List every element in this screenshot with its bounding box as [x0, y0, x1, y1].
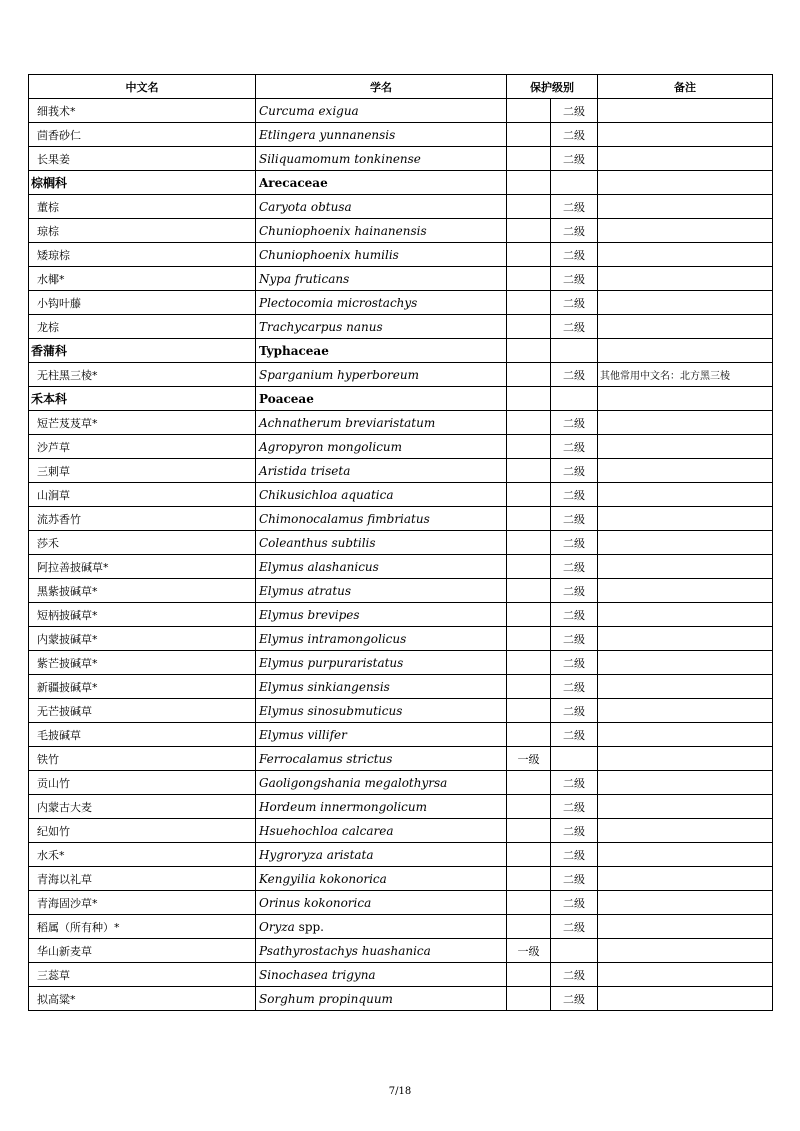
level-two-cell: 二级 — [551, 699, 598, 723]
level-one-cell — [507, 483, 551, 507]
scientific-name-cell: Sparganium hyperboreum — [256, 363, 507, 387]
level-one-cell — [507, 627, 551, 651]
table-row — [29, 843, 773, 867]
level-one-cell — [507, 243, 551, 267]
header-scientific-name: 学名 — [256, 75, 507, 99]
remarks-cell — [598, 891, 773, 915]
scientific-name-cell: Agropyron mongolicum — [256, 435, 507, 459]
level-two-cell: 二级 — [551, 507, 598, 531]
chinese-name-cell: 水禾* — [29, 843, 256, 867]
level-one-cell — [507, 291, 551, 315]
remarks-cell — [598, 411, 773, 435]
remarks-cell — [598, 243, 773, 267]
level-two-cell — [551, 747, 598, 771]
level-two-cell — [551, 339, 598, 363]
remarks-cell — [598, 579, 773, 603]
remarks-cell — [598, 99, 773, 123]
level-two-cell: 二级 — [551, 267, 598, 291]
remarks-cell — [598, 603, 773, 627]
remarks-cell — [598, 963, 773, 987]
scientific-name-cell: Elymus sinkiangensis — [256, 675, 507, 699]
chinese-name-cell: 棕榈科 — [29, 171, 256, 195]
level-one-cell — [507, 459, 551, 483]
level-two-cell: 二级 — [551, 555, 598, 579]
table-row — [29, 771, 773, 795]
level-two-cell: 二级 — [551, 459, 598, 483]
level-two-cell: 二级 — [551, 435, 598, 459]
scientific-name-cell: Coleanthus subtilis — [256, 531, 507, 555]
chinese-name-cell: 紫芒披碱草* — [29, 651, 256, 675]
header-row — [29, 75, 773, 99]
scientific-name-cell: Chikusichloa aquatica — [256, 483, 507, 507]
level-two-cell: 二级 — [551, 843, 598, 867]
chinese-name-cell: 内蒙披碱草* — [29, 627, 256, 651]
scientific-name-cell: Kengyilia kokonorica — [256, 867, 507, 891]
chinese-name-cell: 纪如竹 — [29, 819, 256, 843]
chinese-name-cell: 内蒙古大麦 — [29, 795, 256, 819]
remarks-cell — [598, 675, 773, 699]
chinese-name-cell: 琼棕 — [29, 219, 256, 243]
table-row — [29, 555, 773, 579]
level-one-cell — [507, 603, 551, 627]
level-one-cell — [507, 963, 551, 987]
level-two-cell: 二级 — [551, 579, 598, 603]
chinese-name-cell: 阿拉善披碱草* — [29, 555, 256, 579]
chinese-name-cell: 拟高粱* — [29, 987, 256, 1011]
table-row — [29, 939, 773, 963]
remarks-cell — [598, 651, 773, 675]
remarks-cell — [598, 795, 773, 819]
level-one-cell — [507, 147, 551, 171]
remarks-cell — [598, 219, 773, 243]
level-two-cell: 二级 — [551, 123, 598, 147]
table-row — [29, 915, 773, 939]
level-two-cell: 二级 — [551, 195, 598, 219]
chinese-name-cell: 三蕊草 — [29, 963, 256, 987]
level-two-cell: 二级 — [551, 531, 598, 555]
table-row — [29, 195, 773, 219]
level-one-cell — [507, 315, 551, 339]
scientific-name-cell: Gaoligongshania megalothyrsa — [256, 771, 507, 795]
chinese-name-cell: 禾本科 — [29, 387, 256, 411]
chinese-name-cell: 沙芦草 — [29, 435, 256, 459]
level-one-cell — [507, 675, 551, 699]
table-row — [29, 291, 773, 315]
remarks-cell — [598, 195, 773, 219]
level-one-cell — [507, 363, 551, 387]
level-one-cell — [507, 531, 551, 555]
scientific-name-cell: Curcuma exigua — [256, 99, 507, 123]
chinese-name-cell: 无柱黑三棱* — [29, 363, 256, 387]
scientific-name-cell: Caryota obtusa — [256, 195, 507, 219]
level-two-cell: 二级 — [551, 99, 598, 123]
scientific-name-cell: Chuniophoenix humilis — [256, 243, 507, 267]
level-one-cell — [507, 795, 551, 819]
table-row — [29, 603, 773, 627]
family-row — [29, 339, 773, 363]
level-two-cell: 二级 — [551, 363, 598, 387]
level-one-cell — [507, 771, 551, 795]
remarks-cell — [598, 507, 773, 531]
chinese-name-cell: 流苏香竹 — [29, 507, 256, 531]
level-one-cell — [507, 411, 551, 435]
chinese-name-cell: 小钩叶藤 — [29, 291, 256, 315]
header-protection-level: 保护级别 — [507, 75, 598, 99]
level-two-cell: 二级 — [551, 819, 598, 843]
table-row — [29, 675, 773, 699]
table-row — [29, 795, 773, 819]
scientific-name-cell: Elymus atratus — [256, 579, 507, 603]
table-row — [29, 315, 773, 339]
table-row — [29, 747, 773, 771]
table-row — [29, 459, 773, 483]
page-number: 7/18 — [388, 1086, 412, 1097]
scientific-name-cell: Elymus sinosubmuticus — [256, 699, 507, 723]
scientific-name-cell: Elymus alashanicus — [256, 555, 507, 579]
species-table — [28, 74, 773, 1011]
remarks-cell — [598, 531, 773, 555]
remarks-cell — [598, 747, 773, 771]
level-one-cell — [507, 819, 551, 843]
level-two-cell: 二级 — [551, 411, 598, 435]
chinese-name-cell: 新疆披碱草* — [29, 675, 256, 699]
table-row — [29, 435, 773, 459]
remarks-cell — [598, 723, 773, 747]
level-one-cell — [507, 987, 551, 1011]
remarks-cell — [598, 555, 773, 579]
scientific-name-cell: Elymus purpuraristatus — [256, 651, 507, 675]
level-two-cell: 二级 — [551, 315, 598, 339]
level-two-cell: 二级 — [551, 987, 598, 1011]
scientific-name-cell: Psathyrostachys huashanica — [256, 939, 507, 963]
chinese-name-cell: 龙棕 — [29, 315, 256, 339]
family-row — [29, 387, 773, 411]
level-one-cell — [507, 723, 551, 747]
chinese-name-cell: 水椰* — [29, 267, 256, 291]
level-one-cell — [507, 195, 551, 219]
chinese-name-cell: 长果姜 — [29, 147, 256, 171]
table-row — [29, 219, 773, 243]
scientific-name-cell: Siliquamomum tonkinense — [256, 147, 507, 171]
level-two-cell: 二级 — [551, 147, 598, 171]
remarks-cell — [598, 819, 773, 843]
table-body — [29, 99, 773, 1011]
table-row — [29, 411, 773, 435]
scientific-name-cell: Achnatherum breviaristatum — [256, 411, 507, 435]
level-one-cell — [507, 267, 551, 291]
level-one-cell — [507, 651, 551, 675]
remarks-cell — [598, 315, 773, 339]
level-one-cell — [507, 507, 551, 531]
level-two-cell: 二级 — [551, 771, 598, 795]
remarks-cell — [598, 987, 773, 1011]
level-two-cell: 二级 — [551, 723, 598, 747]
scientific-name-cell: Trachycarpus nanus — [256, 315, 507, 339]
scientific-name-cell: Sorghum propinquum — [256, 987, 507, 1011]
chinese-name-cell: 稻属（所有种）* — [29, 915, 256, 939]
header-chinese-name: 中文名 — [29, 75, 256, 99]
level-two-cell: 二级 — [551, 891, 598, 915]
scientific-name-suffix: spp. — [294, 919, 324, 934]
scientific-name-cell: Ferrocalamus strictus — [256, 747, 507, 771]
remarks-cell — [598, 627, 773, 651]
level-one-cell — [507, 891, 551, 915]
table-row — [29, 723, 773, 747]
level-two-cell: 二级 — [551, 627, 598, 651]
scientific-name-cell: Aristida triseta — [256, 459, 507, 483]
remarks-cell — [598, 291, 773, 315]
level-two-cell — [551, 387, 598, 411]
table-row — [29, 99, 773, 123]
remarks-cell — [598, 915, 773, 939]
table-row — [29, 483, 773, 507]
level-one-cell: 一级 — [507, 939, 551, 963]
level-one-cell — [507, 171, 551, 195]
table-row — [29, 987, 773, 1011]
chinese-name-cell: 毛披碱草 — [29, 723, 256, 747]
level-one-cell — [507, 123, 551, 147]
family-row — [29, 171, 773, 195]
level-two-cell: 二级 — [551, 675, 598, 699]
table-row — [29, 627, 773, 651]
table-row — [29, 363, 773, 387]
header-remarks: 备注 — [598, 75, 773, 99]
level-two-cell: 二级 — [551, 795, 598, 819]
scientific-name-cell: Chimonocalamus fimbriatus — [256, 507, 507, 531]
scientific-name-cell: Typhaceae — [256, 339, 507, 363]
remarks-cell — [598, 171, 773, 195]
level-one-cell — [507, 555, 551, 579]
scientific-name-cell: Poaceae — [256, 387, 507, 411]
chinese-name-cell: 董棕 — [29, 195, 256, 219]
scientific-name-cell: Elymus villifer — [256, 723, 507, 747]
scientific-name-cell: Oryza spp. — [256, 915, 507, 939]
chinese-name-cell: 铁竹 — [29, 747, 256, 771]
level-one-cell: 一级 — [507, 747, 551, 771]
level-two-cell: 二级 — [551, 651, 598, 675]
chinese-name-cell: 青海以礼草 — [29, 867, 256, 891]
table-row — [29, 507, 773, 531]
chinese-name-cell: 黑紫披碱草* — [29, 579, 256, 603]
remarks-cell — [598, 939, 773, 963]
chinese-name-cell: 山涧草 — [29, 483, 256, 507]
table-row — [29, 867, 773, 891]
table-row — [29, 963, 773, 987]
chinese-name-cell: 细莪术* — [29, 99, 256, 123]
scientific-name-cell: Hsuehochloa calcarea — [256, 819, 507, 843]
level-two-cell: 二级 — [551, 291, 598, 315]
table-row — [29, 699, 773, 723]
remarks-cell: 其他常用中文名：北方黑三棱 — [598, 363, 773, 387]
table-row — [29, 243, 773, 267]
scientific-name-cell: Hygroryza aristata — [256, 843, 507, 867]
remarks-cell — [598, 483, 773, 507]
chinese-name-cell: 矮琼棕 — [29, 243, 256, 267]
level-two-cell: 二级 — [551, 603, 598, 627]
level-two-cell: 二级 — [551, 915, 598, 939]
table-row — [29, 123, 773, 147]
level-two-cell: 二级 — [551, 219, 598, 243]
scientific-name-cell: Elymus intramongolicus — [256, 627, 507, 651]
scientific-name-cell: Arecaceae — [256, 171, 507, 195]
level-one-cell — [507, 219, 551, 243]
level-one-cell — [507, 435, 551, 459]
level-two-cell: 二级 — [551, 963, 598, 987]
level-one-cell — [507, 339, 551, 363]
chinese-name-cell: 三刺草 — [29, 459, 256, 483]
chinese-name-cell: 短芒芨芨草* — [29, 411, 256, 435]
remarks-cell — [598, 459, 773, 483]
chinese-name-cell: 华山新麦草 — [29, 939, 256, 963]
scientific-name-cell: Hordeum innermongolicum — [256, 795, 507, 819]
level-one-cell — [507, 915, 551, 939]
remarks-cell — [598, 147, 773, 171]
scientific-name-cell: Sinochasea trigyna — [256, 963, 507, 987]
remarks-cell — [598, 771, 773, 795]
chinese-name-cell: 青海固沙草* — [29, 891, 256, 915]
remarks-cell — [598, 843, 773, 867]
scientific-name-cell: Plectocomia microstachys — [256, 291, 507, 315]
scientific-name-cell: Elymus brevipes — [256, 603, 507, 627]
level-one-cell — [507, 579, 551, 603]
remarks-cell — [598, 123, 773, 147]
chinese-name-cell: 香蒲科 — [29, 339, 256, 363]
level-one-cell — [507, 699, 551, 723]
scientific-name-cell: Orinus kokonorica — [256, 891, 507, 915]
chinese-name-cell: 茴香砂仁 — [29, 123, 256, 147]
scientific-name-cell: Chuniophoenix hainanensis — [256, 219, 507, 243]
table-row — [29, 531, 773, 555]
table-row — [29, 651, 773, 675]
level-two-cell: 二级 — [551, 867, 598, 891]
table-row — [29, 579, 773, 603]
remarks-cell — [598, 339, 773, 363]
chinese-name-cell: 贡山竹 — [29, 771, 256, 795]
remarks-cell — [598, 387, 773, 411]
level-one-cell — [507, 843, 551, 867]
level-one-cell — [507, 99, 551, 123]
table-row — [29, 147, 773, 171]
level-two-cell: 二级 — [551, 483, 598, 507]
level-two-cell — [551, 171, 598, 195]
level-two-cell — [551, 939, 598, 963]
chinese-name-cell: 短柄披碱草* — [29, 603, 256, 627]
level-one-cell — [507, 387, 551, 411]
table-row — [29, 819, 773, 843]
table-row — [29, 267, 773, 291]
scientific-name-cell: Etlingera yunnanensis — [256, 123, 507, 147]
remarks-cell — [598, 867, 773, 891]
scientific-name-cell: Nypa fruticans — [256, 267, 507, 291]
chinese-name-cell: 莎禾 — [29, 531, 256, 555]
remarks-cell — [598, 267, 773, 291]
chinese-name-cell: 无芒披碱草 — [29, 699, 256, 723]
level-two-cell: 二级 — [551, 243, 598, 267]
level-one-cell — [507, 867, 551, 891]
remarks-cell — [598, 699, 773, 723]
table-row — [29, 891, 773, 915]
remarks-cell — [598, 435, 773, 459]
